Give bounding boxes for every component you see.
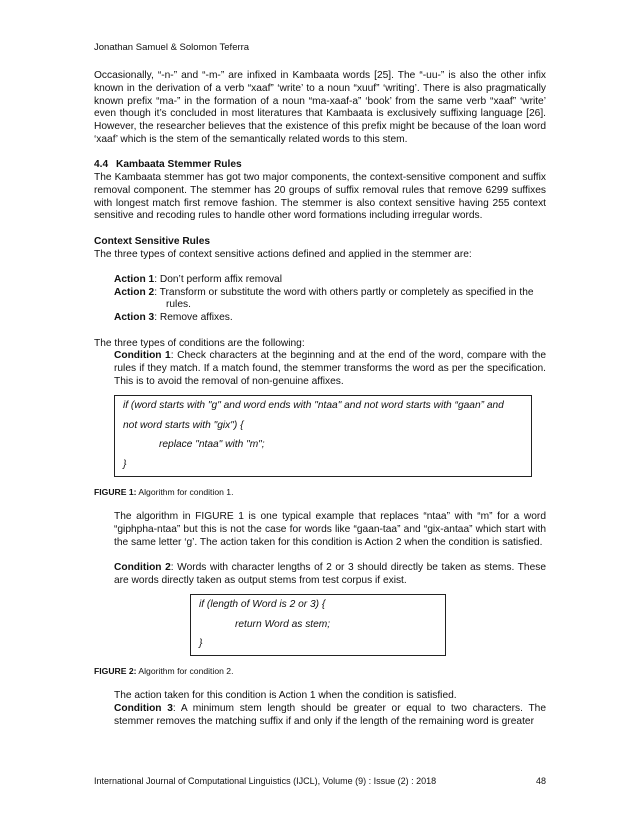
- action-text: : Remove affixes.: [154, 312, 233, 324]
- condition-text: : A minimum stem length should be greater or equal to two characters. The stemmer removes the matching suffix if and only if the length of the remaining word is greater: [114, 703, 547, 727]
- figure-2-code-box: [190, 594, 446, 656]
- figure-1-code-box: [114, 395, 532, 477]
- action-text: : Don’t perform affix removal: [154, 273, 282, 285]
- code-line: if (word starts with "g" and word ends with "ntaa" and not word starts with “gaan” and: [123, 399, 504, 411]
- context-rules-intro: The three types of context sensitive actions defined and applied in the stemmer are:: [94, 248, 472, 260]
- code-line: replace "ntaa" with "m";: [159, 439, 265, 451]
- action-text: : Transform or substitute the word with others partly or completely as specified in the: [154, 286, 534, 298]
- condition-label: Condition 1: [114, 350, 171, 362]
- code-line: }: [123, 459, 127, 471]
- figure-2-caption: [94, 665, 546, 678]
- action-label: Action 2: [114, 286, 155, 298]
- conditions-intro: The three types of conditions are the following:: [94, 337, 305, 349]
- section-title: Kambaata Stemmer Rules: [116, 159, 242, 171]
- condition-1: [94, 350, 546, 388]
- condition-2: [94, 562, 546, 588]
- code-line: if (length of Word is 2 or 3) {: [199, 598, 326, 610]
- condition-text: : Check characters at the beginning and at the end of the word, compare with the rules if they match. If a match found, the stemmer transforms the word as per the specification. This is to avoid the removal of non-genuine affixes.: [114, 350, 546, 387]
- action-label: Action 3: [114, 312, 155, 324]
- action-text-continuation: rules.: [166, 299, 191, 311]
- context-rules-heading: Context Sensitive Rules: [94, 235, 211, 247]
- running-header: Jonathan Samuel & Solomon Teferra: [94, 42, 250, 53]
- intro-paragraph: Occasionally, “-n-” and “-m-” are infixed in Kambaata words [25]. The “-uu-” is also the other infix known in the derivation of a verb “xaaf” ‘write’ to a noun “xuuf” ‘writing’. There is also pragmatically known prefix “ma-” in the formation of a noun “ma-xaaf-a” ‘book’ from the same verb “xaaf” ‘write’ even though it’s concluded in most literatures that Kambaata is exclusively suffixing language [26]. However, the researcher believes that the existence of this prefix might be because of the loan word ‘xaaf’ which is the stem of the semantically related words to this stem.: [94, 70, 546, 145]
- figure-label: FIGURE 2:: [94, 666, 137, 677]
- action-1: [94, 274, 546, 287]
- code-line: return Word as stem;: [235, 618, 331, 630]
- figure-caption-text: Algorithm for condition 2.: [136, 666, 234, 677]
- code-line: not word starts with "gix") {: [123, 419, 244, 431]
- page-body: [94, 70, 546, 729]
- stemmer-paragraph: The Kambaata stemmer has got two major components, the context-sensitive component and suffix removal component. The stemmer has 20 groups of suffix removal rules that remove 6299 suffixes with longest match first remove fashion. The stemmer is also context sensitive having 255 context sensitive and recoding rules to handle other word formations including irregular words.: [94, 172, 546, 222]
- figure-1-caption: [94, 486, 546, 499]
- section-heading: [94, 159, 546, 172]
- figure-2-discussion: The action taken for this condition is Action 1 when the condition is satisfied.: [114, 690, 457, 702]
- figure-caption-text: Algorithm for condition 1.: [136, 486, 234, 497]
- condition-text: : Words with character lengths of 2 or 3 should directly be taken as stems. These are words directly taken as output stems from test corpus if exist.: [114, 562, 546, 586]
- figure-1-discussion: The algorithm in FIGURE 1 is one typical example that replaces “ntaa” with “m” for a word “giphpha-ntaa” but this is not the case for words like “gaan-taa” and “gix-antaa” which start with the same letter ‘g’. The action taken for this condition is Action 2 when the condition is satisfied.: [114, 511, 546, 548]
- page-number: 48: [535, 776, 546, 786]
- condition-label: Condition 2: [114, 562, 171, 574]
- condition-3: [94, 703, 546, 729]
- figure-label: FIGURE 1:: [94, 486, 137, 497]
- code-line: }: [199, 638, 203, 650]
- condition-label: Condition 3: [114, 703, 173, 715]
- action-2: [94, 287, 546, 313]
- section-number: 4.4: [94, 159, 109, 171]
- action-3: [94, 312, 546, 325]
- action-label: Action 1: [114, 273, 155, 285]
- page-footer: [94, 776, 546, 786]
- journal-citation: International Journal of Computational Linguistics (IJCL), Volume (9) : Issue (2) : 2018: [94, 776, 437, 786]
